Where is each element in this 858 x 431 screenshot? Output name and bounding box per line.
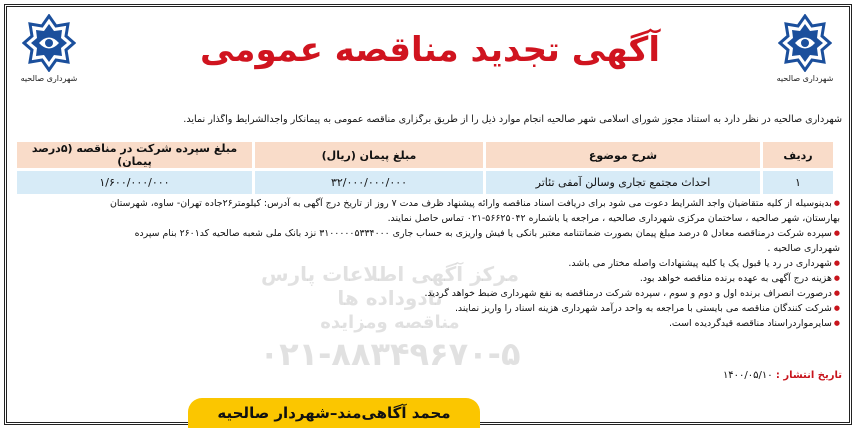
header-subject: شرح موضوع [486,142,760,168]
mayor-signature-banner: محمد آگاهی‌مند–شهردار صالحیه [188,398,480,428]
publish-date [620,368,842,383]
municipality-logo-right [770,14,840,94]
watermark-phone: ۰۲۱-۸۸۳۴۹۶۷۰-۵ [259,335,521,373]
cell-deposit-amount: ۱/۶۰۰/۰۰۰/۰۰۰ [17,171,252,194]
table-header-row [17,142,833,168]
cell-contract-amount: ۳۲/۰۰۰/۰۰۰/۰۰۰ [255,171,483,194]
cell-row-number: ۱ [763,171,833,194]
term-item: ● درصورت انصراف برنده اول و دوم و سوم ، سپرده شرکت درمناقصه به نفع شهرداری ضبط خواهد گردید. [12,286,840,301]
publish-date-value: ۱۴۰۰/۰۵/۱۰ [722,370,773,381]
notice-title: آگهی تجدید مناقصه عمومی [200,30,660,70]
term-item: ● سپرده شرکت درمناقصه معادل ۵ درصد مبلغ پیمان بصورت ضمانتنامه معتبر بانکی یا فیش واریزی به حساب جاری ۳۱۰۰۰۰۰۵۳۳۴۰۰۰ نزد بانک ملی شعبه صالحیه کد۲۶۰۱ بنام سپرده [12,226,840,241]
municipality-emblem-icon [778,14,832,72]
intro-text: شهرداری صالحیه در نظر دارد به استناد مجوز شورای اسلامی شهر صالحیه انجام موارد ذیل را از طریق برگزاری مناقصه عمومی به پیمانکار واجدالشرایط واگذار نماید. [183,114,842,125]
term-item: ● بدینوسیله از کلیه متقاضیان واجد الشرایط دعوت می شود برای دریافت اسناد مناقصه وارائه پیشنهاد ظرف مدت ۷ روز از تاریخ درج آگهی به آدرس: کیلومتر۲۶جاده تهران- ساوه، شهرستان [12,196,840,211]
table-row [17,171,833,194]
header-deposit-amount: مبلغ سپرده شرکت در مناقصه (۵درصد پیمان) [17,142,252,168]
watermark-line1: مرکز آگهی اطلاعات پارس نادوداده ها [261,262,519,310]
term-item: ● هزینه درج آگهی به عهده برنده مناقصه خواهد بود. [12,271,840,286]
tender-table [14,139,836,197]
publish-date-label: تاریخ انتشار : [775,370,842,381]
term-item: ● شرکت کنندگان مناقصه می بایستی با مراجعه به واحد درآمد شهرداری هزینه اسناد را واریز نمایند. [12,301,840,316]
municipality-emblem-icon [22,14,76,72]
header-contract-amount: مبلغ پیمان (ریال) [255,142,483,168]
logo-caption: شهرداری صالحیه [776,74,834,83]
term-item-continued: بهارستان، شهر صالحیه ، ساختمان مرکزی شهرداری صالحیه ، مراجعه یا باشماره ۵۶۶۲۵۰۴۲-۰۲۱ تماس حاصل نمایند. [387,213,840,224]
term-item-continued: شهرداری صالحیه . [767,243,840,254]
terms-list [12,196,840,331]
watermark-line2: مناقصه ومزایده [320,312,460,333]
logo-caption: شهرداری صالحیه [20,74,78,83]
municipality-logo-left [14,14,84,94]
term-item: ● شهرداری در رد یا قبول یک یا کلیه پیشنهادات واصله مختار می باشد. [12,256,840,271]
header-row-number: ردیف [763,142,833,168]
cell-subject: احداث مجتمع تجاری وسالن آمفی تئاتر [486,171,760,194]
term-item: ● سایرمواردراسناد مناقصه قیدگردیده است. [12,316,840,331]
